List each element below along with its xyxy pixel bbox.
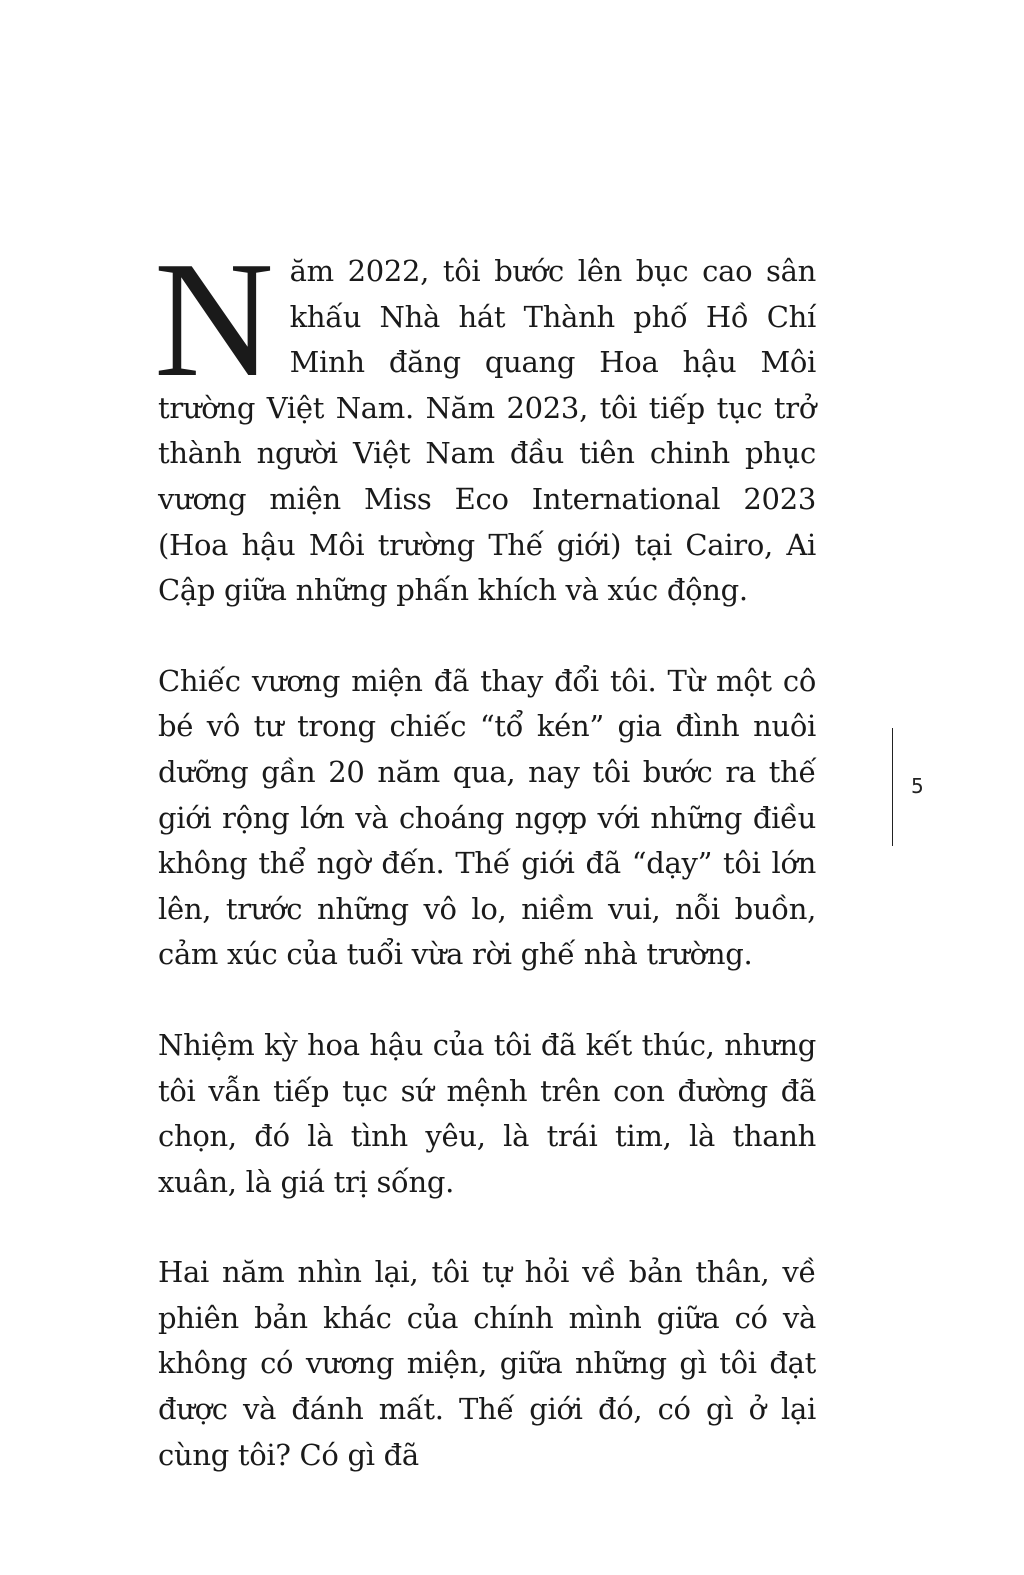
paragraph-1: [154, 227, 816, 614]
paragraph-4: Hai năm nhìn lại, tôi tự hỏi về bản thân, về phiên bản khác của chính mình giữa có và không có vương miện, giữa những gì tôi đạt được và đánh mất. Thế giới đó, có gì ở lại cùng tôi? Có gì đã: [158, 1255, 816, 1472]
paragraph-1-text: ăm 2022, tôi bước lên bục cao sân khấu Nhà hát Thành phố Hồ Chí Minh đăng quang Hoa hậu Môi trường Việt Nam. Năm 2023, tôi tiếp tục trở thành người Việt Nam đầu tiên chinh phục vương miện Miss Eco International 2023 (Hoa hậu Môi trường Thế giới) tại Cairo, Ai Cập giữa những phấn khích và xúc động.: [158, 254, 816, 608]
page-number-marker: [892, 728, 932, 846]
paragraph-2: Chiếc vương miện đã thay đổi tôi. Từ một cô bé vô tư trong chiếc “tổ kén” gia đình nuôi dưỡng gần 20 năm qua, nay tôi bước ra thế giới rộng lớn và choáng ngợp với những điều không thể ngờ đến. Thế giới đã “dạy” tôi lớn lên, trước những vô lo, niềm vui, nỗi buồn, cảm xúc của tuổi vừa rời ghế nhà trường.: [158, 663, 816, 972]
paragraph-3: Nhiệm kỳ hoa hậu của tôi đã kết thúc, nhưng tôi vẫn tiếp tục sứ mệnh trên con đường đã chọn, đó là tình yêu, là trái tim, là thanh xuân, là giá trị sống.: [158, 1027, 816, 1199]
page-number: 5: [911, 774, 924, 798]
page-body: [154, 227, 816, 1523]
drop-cap: N: [154, 227, 274, 411]
page-number-divider: [892, 728, 893, 846]
